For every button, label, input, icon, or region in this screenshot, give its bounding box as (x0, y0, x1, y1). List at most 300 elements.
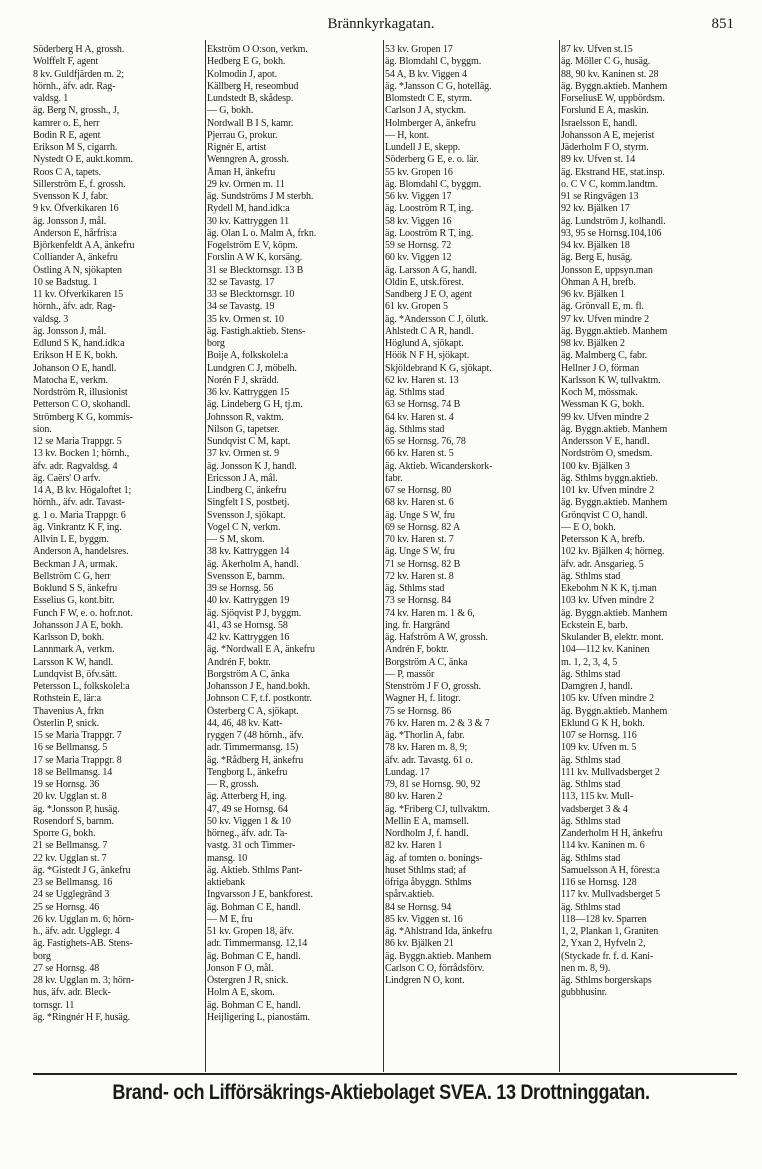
directory-entry: Söderberg H A, grossh. (33, 44, 125, 55)
directory-entry: äg. Sundströms J M sterbh. (207, 191, 314, 202)
column-4 (561, 44, 737, 1069)
directory-entry: — P, massör (385, 668, 435, 680)
footer-advertisement: Brand- och Lifförsäkrings-Aktiebolaget SVEA. 13 Drottninggatan. (112, 1081, 650, 1104)
directory-entry: 40 kv. Kattryggen 19 (207, 595, 290, 607)
directory-entry: Andrén F, boktr. (207, 656, 271, 668)
directory-entry: Östergren J R, snick. (207, 975, 289, 986)
directory-entry: äg. Berg E, husäg. (561, 252, 633, 264)
directory-entry: äg. Hafström A W, grossh. (385, 632, 488, 643)
directory-entry: äg. Aktieb. Sthlms Pant- (207, 864, 303, 876)
directory-entry: Wenngren A, grossh. (207, 154, 289, 166)
directory-entry: äg. Grönvall E, m. fl. (561, 301, 644, 313)
directory-entry: 84 se Hornsg. 94 (385, 901, 452, 913)
directory-entry: Erikson H E K, bokh. (33, 350, 118, 362)
directory-entry: äg. Byggn.aktieb. Manhem (561, 423, 668, 435)
directory-entry: Grönqvist C O, handl. (561, 509, 648, 521)
directory-entry: ryggen 7 (48 hörnh., äfv. (207, 730, 304, 741)
directory-entry: 61 kv. Gropen 5 (385, 301, 448, 313)
directory-entry: äg. Sthlms stad (561, 901, 621, 913)
directory-entry: — R, grossh. (207, 779, 259, 790)
directory-entry: 101 kv. Ufven mindre 2 (561, 485, 654, 496)
directory-entry: äg. Byggn.aktieb. Manhem (561, 705, 668, 717)
directory-entry: äfv. adr. Ansgarieg. 5 (561, 558, 644, 570)
directory-entry: äg. Sthlms stad (561, 815, 621, 827)
directory-entry: Hedberg E G, bokh. (207, 56, 286, 68)
directory-entry: Fogelström E V, köpm. (207, 240, 298, 251)
directory-entry: Anderson E, hårfris:a (33, 227, 117, 239)
directory-entry: Karlsson D, bokh. (33, 632, 105, 643)
directory-entry: Jonson F O, mål. (207, 962, 274, 974)
directory-entry: 114 kv. Kaninen m. 6 (561, 840, 645, 852)
directory-entry: 14 A, B kv. Högaloftet 1; (33, 485, 132, 496)
directory-entry: 58 kv. Viggen 16 (385, 215, 452, 227)
directory-entry: 22 kv. Ugglan st. 7 (33, 852, 107, 864)
directory-entry: äg. Berg N, grossh., J, (33, 105, 120, 117)
column-divider (383, 40, 384, 1072)
directory-entry: äg. Byggn.aktieb. Manhem (561, 497, 668, 509)
directory-entry: 2, Yxan 2, Hyfveln 2, (561, 938, 646, 950)
directory-entry: 68 kv. Haren st. 6 (385, 497, 454, 509)
directory-entry: 16 se Bellmansg. 5 (33, 742, 108, 754)
directory-entry: 29 kv. Ormen m. 11 (207, 178, 285, 190)
directory-entry: Borgström A C, änka (207, 668, 290, 680)
directory-entry: äg. Olan L o. Malm A, frkn. (207, 227, 317, 239)
directory-entry: 94 kv. Bjälken 18 (561, 240, 630, 251)
directory-entry: Bodin R E, agent (33, 129, 101, 141)
directory-entry: — M E, fru (207, 913, 253, 925)
footer-rule (33, 1073, 737, 1075)
directory-entry: 25 se Hornsg. 46 (33, 901, 100, 913)
directory-entry: 36 kv. Kattryggen 15 (207, 387, 290, 398)
directory-entry: Rignér E, artist (207, 142, 267, 153)
page-title: Brännkyrkagatan. (327, 16, 435, 32)
directory-entry: 9 kv. Öfverkikaren 16 (33, 203, 119, 215)
column-1 (33, 44, 203, 1069)
directory-entry: Kolmodin J, apot. (207, 68, 277, 80)
directory-entry: Karlsson K W, tullvaktm. (561, 374, 661, 386)
directory-entry: 96 kv. Bjälken 1 (561, 289, 625, 300)
directory-entry: 15 se Maria Trappgr. 7 (33, 730, 122, 741)
directory-entry: Forslin A W K, korsäng. (207, 252, 303, 264)
directory-entry: nen m. 8, 9). (561, 962, 611, 974)
directory-entry: äg. Sthlms borgerskaps (561, 975, 652, 986)
directory-entry: äg. Vinkrantz K F, ing. (33, 521, 122, 533)
directory-entry: 47, 49 se Hornsg. 64 (207, 803, 288, 815)
directory-entry: 63 se Hornsg. 74 B (385, 399, 461, 411)
directory-entry: 75 se Hornsg. 86 (385, 705, 452, 717)
directory-entry: Koch M, mössmak. (561, 387, 638, 398)
directory-entry: 86 kv. Bjälken 21 (385, 938, 454, 950)
directory-entry: äg. af tomten o. bonings- (385, 852, 483, 864)
column-divider (559, 40, 560, 1072)
directory-entry: (Styckade fr. f. d. Kani- (561, 950, 654, 962)
directory-entry: Johansson J E, hand.bokh. (207, 681, 311, 692)
directory-entry: Holm A E, skom. (207, 987, 275, 999)
directory-entry: Petersson L, folkskolel:a (33, 681, 130, 692)
directory-entry: 113, 115 kv. Mull- (561, 791, 634, 803)
directory-entry: 66 kv. Haren st. 5 (385, 448, 454, 460)
directory-entry: Larsson K W, handl. (33, 656, 114, 668)
directory-entry: äg. Unge S W, fru (385, 546, 455, 558)
directory-entry: Sillerström E, f. grossh. (33, 178, 126, 190)
directory-entry: öfriga åbyggn. Sthlms (385, 877, 472, 888)
directory-entry: Strömberg K G, kommis- (33, 411, 133, 423)
directory-entry: 26 kv. Ugglan m. 6; hörn- (33, 913, 135, 925)
directory-entry: valdsg. 3 (33, 313, 69, 325)
directory-entry: äg. Blomdahl C, byggm. (385, 178, 482, 190)
directory-entry: Svensson E, barnm. (207, 570, 285, 582)
directory-entry: 50 kv. Viggen 1 & 10 (207, 815, 291, 827)
directory-entry: adr. Timmermansg. 15) (207, 742, 299, 754)
directory-entry: äg. Jonsson J, mål. (33, 325, 107, 337)
directory-entry: h., äfv. adr. Ugglegr. 4 (33, 926, 120, 937)
directory-entry: 62 kv. Haren st. 13 (385, 374, 459, 386)
directory-entry: 92 kv. Bjälken 17 (561, 203, 630, 215)
directory-entry: äg. Byggn.aktieb. Manhem (385, 950, 492, 962)
directory-entry: 41, 43 se Hornsg. 58 (207, 619, 288, 631)
directory-entry: Andersson V E, handl. (561, 436, 650, 447)
directory-entry: äg. Sjöqvist P J, byggm. (207, 607, 302, 619)
directory-entry: äg. Möller C G, husäg. (561, 56, 651, 68)
directory-entry: Lindgren N O, kont. (385, 975, 465, 986)
directory-entry: Sundqvist C M, kapt. (207, 436, 291, 447)
directory-entry: 39 se Hornsg. 56 (207, 583, 274, 594)
directory-entry: Eckstein E, barb. (561, 619, 628, 631)
directory-entry: Carlson J A, styckm. (385, 105, 467, 117)
directory-entry: 28 kv. Ugglan m. 3; hörn- (33, 975, 135, 986)
directory-entry: 55 kv. Gropen 16 (385, 166, 453, 178)
directory-entry: hörnh., äfv. adr. Tavast- (33, 497, 125, 509)
directory-entry: Beckman J A, urmak. (33, 558, 118, 570)
directory-entry: fabr. (385, 472, 403, 484)
directory-entry: äg. Fastighets-AB. Stens- (33, 938, 133, 950)
directory-entry: Edlund S K, hand.idk:a (33, 338, 125, 349)
directory-entry: äg. Caërs' O arfv. (33, 472, 101, 484)
directory-entry: 100 kv. Bjälken 3 (561, 460, 630, 472)
directory-entry: vastg. 31 och Timmer- (207, 840, 296, 852)
directory-entry: 105 kv. Ufven mindre 2 (561, 693, 654, 705)
directory-entry: Petterson C O, skohandl. (33, 399, 131, 411)
directory-entry: 31 se Blecktornsgr. 13 B (207, 264, 304, 276)
directory-entry: Lannmark A, verkm. (33, 644, 115, 656)
directory-entry: Lundgren C J, möbelh. (207, 362, 297, 374)
directory-entry: äg. Sthlms stad (561, 668, 621, 680)
directory-entry: 32 se Tavastg. 17 (207, 276, 275, 288)
directory-entry: Wolffelt F, agent (33, 56, 99, 68)
directory-entry: 85 kv. Viggen st. 16 (385, 913, 463, 925)
directory-entry: Sporre G, bokh. (33, 828, 96, 839)
column-2 (207, 44, 381, 1069)
directory-entry: Allvin L E, byggm. (33, 534, 109, 545)
directory-entry: 44, 46, 48 kv. Katt- (207, 717, 283, 729)
directory-entry: Pjerrau G, prokur. (207, 129, 278, 141)
directory-entry: äg. Byggn.aktieb. Manhem (561, 607, 668, 619)
directory-entry: vadsberget 3 & 4 (561, 803, 628, 815)
directory-entry: äg. Bohman C E, handl. (207, 901, 301, 913)
directory-entry: adr. Timmermansg. 12,14 (207, 938, 308, 950)
directory-entry: Mellin E A, mamsell. (385, 815, 469, 827)
directory-entry: 103 kv. Ufven mindre 2 (561, 595, 654, 607)
directory-entry: 56 kv. Viggen 17 (385, 191, 452, 202)
directory-entry: Carlson C O, förrådsförv. (385, 962, 485, 974)
page-header (0, 8, 762, 42)
directory-entry: äg. Ekstrand HE, stat.insp. (561, 166, 665, 178)
directory-entry: 70 kv. Haren st. 7 (385, 534, 454, 545)
directory-entry: Nilson G, tapetser. (207, 423, 280, 435)
directory-entry: Skjöldebrand K G, sjökapt. (385, 362, 492, 374)
directory-entry: — S M, skom. (207, 534, 265, 545)
directory-entry: 23 se Bellmansg. 16 (33, 877, 113, 888)
directory-entry: 97 kv. Ufven mindre 2 (561, 313, 650, 325)
directory-entry: Ekebohm N K K, tj.man (561, 583, 657, 594)
directory-entry: Ekström O O:son, verkm. (207, 44, 308, 55)
directory-entry: äg. Byggn.aktieb. Manhem (561, 325, 668, 337)
directory-entry: Jonsson E, uppsyn.man (561, 264, 653, 276)
directory-entry: äg. *Gistedt J G, änkefru (33, 864, 131, 876)
directory-entry: borg (207, 338, 225, 349)
column-3 (385, 44, 557, 1069)
directory-entry: 87 kv. Ufven st.15 (561, 44, 633, 55)
directory-entry: äg. Bohman C E, handl. (207, 999, 301, 1011)
directory-entry: Matocha E, verkm. (33, 374, 108, 386)
directory-entry: aktiebank (207, 877, 245, 888)
directory-entry: 88, 90 kv. Kaninen st. 28 (561, 68, 659, 80)
directory-entry: 98 kv. Bjälken 2 (561, 338, 625, 349)
directory-entry: 27 se Hornsg. 48 (33, 962, 100, 974)
directory-entry: 30 kv. Kattryggen 11 (207, 215, 289, 227)
directory-entry: äg. *Andersson C J, ölutk. (385, 313, 489, 325)
directory-entry: Samuelsson A H, förest:a (561, 864, 660, 876)
directory-entry: Eklund G K H, bokh. (561, 717, 645, 729)
directory-entry: 59 se Hornsg. 72 (385, 240, 452, 251)
directory-entry: äg. Sthlms stad (385, 423, 445, 435)
directory-entry: Oldin E, utsk.förest. (385, 276, 464, 288)
directory-entry: gubbhusinr. (561, 987, 607, 999)
directory-entry: 109 kv. Ufven m. 5 (561, 742, 637, 754)
directory-entry: Thavenius A, frkn (33, 705, 104, 717)
directory-entry: Funch F W, e. o. hofr.not. (33, 607, 133, 619)
directory-entry: äg. Byggn.aktieb. Manhem (561, 80, 668, 92)
directory-entry: Erikson M S, cigarrh. (33, 142, 118, 153)
directory-entry: äg. *Jonsson P, husäg. (33, 803, 120, 815)
directory-entry: 38 kv. Kattryggen 14 (207, 546, 290, 558)
directory-entry: äg. Sthlms stad (561, 852, 621, 864)
directory-entry: 107 se Hornsg. 116 (561, 730, 637, 741)
directory-entry: 1, 2, Plankan 1, Graniten (561, 926, 659, 937)
directory-entry: 12 se Maria Trappgr. 5 (33, 436, 122, 447)
directory-entry: Damgren J, handl. (561, 681, 633, 692)
directory-entry: Söderberg G E, e. o. lär. (385, 154, 479, 166)
directory-entry: äg. *Ringnér H F, husäg. (33, 1011, 131, 1023)
directory-entry: 69 se Hornsg. 82 A (385, 521, 461, 533)
directory-entry: 89 kv. Ufven st. 14 (561, 154, 636, 166)
directory-entry: Heijligering L, pianostäm. (207, 1011, 310, 1023)
directory-entry: Nordwall B I S, kamr. (207, 117, 294, 129)
directory-entry: äg. Looström R T, ing. (385, 203, 474, 215)
directory-entry: äg. *Ahlstrand Ida, änkefru (385, 926, 492, 937)
directory-entry: mansg. 10 (207, 852, 248, 864)
directory-entry: Holmberger A, änkefru (385, 117, 476, 129)
directory-entry: m. 1, 2, 3, 4, 5 (561, 656, 618, 668)
directory-entry: 13 kv. Bocken 1; hörnh., (33, 448, 130, 460)
directory-entry: huset Sthlms stad; af (385, 864, 466, 876)
directory-entry: Bellström C G, herr (33, 570, 111, 582)
directory-entry: Höök N F H, sjökapt. (385, 350, 470, 362)
directory-entry: 60 kv. Viggen 12 (385, 252, 452, 264)
directory-entry: äg. *Jansson C G, hotelläg. (385, 80, 492, 92)
directory-entry: Petersson K A, brefb. (561, 534, 645, 545)
directory-entry: 78 kv. Haren m. 8, 9; (385, 742, 468, 754)
directory-entry: Källberg H, reseombud (207, 80, 299, 92)
directory-entry: Israelsson E, handl. (561, 117, 638, 129)
directory-entry: Sandberg J E O, agent (385, 289, 472, 300)
directory-entry: Johnsson R, vaktm. (207, 411, 284, 423)
directory-entry: Vogel C N, verkm. (207, 521, 281, 533)
directory-entry: 72 kv. Haren st. 8 (385, 570, 454, 582)
directory-entry: g. 1 o. Maria Trappgr. 6 (33, 509, 126, 521)
directory-entry: 67 se Hornsg. 80 (385, 485, 452, 496)
directory-entry: hörnh., äfv. adr. Rag- (33, 80, 116, 92)
directory-entry: Jäderholm F O, styrm. (561, 142, 649, 153)
directory-entry: hus, äfv. adr. Bleck- (33, 987, 111, 999)
directory-entry: äg. Jonsson K J, handl. (207, 460, 297, 472)
directory-entry: Ingvarsson J E, bankforest. (207, 889, 313, 901)
directory-entry: 102 kv. Bjälken 4; hörneg. (561, 546, 665, 558)
directory-entry: Lundell J E, skepp. (385, 142, 461, 153)
directory-entry: valdsg. 1 (33, 93, 69, 104)
directory-entry: äg. Bohman C E, handl. (207, 950, 301, 962)
directory-entry: Lindberg C, änkefru (207, 485, 287, 496)
directory-entry: äg. Jonsson J, mål. (33, 215, 107, 227)
directory-entry: — G, bokh. (207, 105, 254, 117)
directory-entry: 19 se Hornsg. 36 (33, 779, 100, 790)
directory-entry: 21 se Bellmansg. 7 (33, 840, 108, 852)
directory-entry: äg. *Nordwall E A, änkefru (207, 644, 315, 656)
directory-entry: tornsgr. 11 (33, 999, 75, 1011)
directory-entry: äg. *Rådberg H, änkefru (207, 754, 304, 766)
directory-entry: Ericsson J A, mål. (207, 472, 278, 484)
directory-entry: sion. (33, 423, 52, 435)
directory-entry: Johansson J A E, bokh. (33, 619, 124, 631)
directory-entry: Björkenfeldt A A, änkefru (33, 240, 135, 251)
directory-entry: Roos C A, tapets. (33, 166, 102, 178)
directory-entry: 93, 95 se Hornsg.104,106 (561, 227, 662, 239)
directory-entry: Lundag. 17 (385, 766, 430, 778)
directory-entry: 42 kv. Kattryggen 16 (207, 632, 290, 643)
directory-entry: äg. Sthlms stad (385, 583, 445, 594)
directory-entry: Höglund A, sjökapt. (385, 338, 464, 349)
directory-entry: Norén F J, skrädd. (207, 374, 279, 386)
directory-entry: — E O, bokh. (561, 521, 616, 533)
directory-entry: Öhman A H, brefb. (561, 276, 636, 288)
directory-entry: Rosendorf S, barnm. (33, 815, 114, 827)
directory-entry: borg (33, 950, 51, 962)
directory-entry: äg. Sthlms byggn.aktieb. (561, 472, 658, 484)
directory-entry: 64 kv. Haren st. 4 (385, 411, 454, 423)
directory-entry: Nystedt O E, aukt.komm. (33, 154, 133, 166)
directory-entry: Johansson A E, mejerist (561, 129, 655, 141)
directory-entry: Rydell M, hand.idk:a (207, 203, 290, 215)
directory-entry: Anderson A, handelsres. (33, 546, 129, 558)
directory-entry: Ahlstedt C A R, handl. (385, 325, 474, 337)
directory-entry: äg. Larsson A G, handl. (385, 264, 477, 276)
directory-entry: 71 se Hornsg. 82 B (385, 558, 461, 570)
directory-entry: 82 kv. Haren 1 (385, 840, 443, 852)
directory-entry: äg. Åkerholm A, handl. (207, 558, 299, 570)
directory-entry: 76 kv. Haren m. 2 & 3 & 7 (385, 717, 490, 729)
directory-entry: äg. Lundström J, kolhandl. (561, 215, 666, 227)
directory-entry: Österlin P, snick. (33, 717, 99, 729)
directory-entry: Åman H, änkefru (207, 166, 276, 178)
directory-entry: hörnh., äfv. adr. Rag- (33, 301, 116, 313)
directory-entry: Nordholm J, f. handl. (385, 828, 469, 839)
page-number: 851 (711, 16, 734, 32)
directory-entry: Svensson K J, fabr. (33, 191, 109, 202)
directory-entry: 116 se Hornsg. 128 (561, 877, 637, 888)
directory-entry: Svensson J, sjökapt. (207, 509, 286, 521)
directory-entry: 37 kv. Ormen st. 9 (207, 448, 279, 460)
directory-entry: äg. Unge S W, fru (385, 509, 455, 521)
directory-entry: Skulander B, elektr. mont. (561, 632, 664, 643)
directory-entry: Wessman K G, bokh. (561, 399, 645, 411)
directory-entry: Nordström R, illusionist (33, 387, 128, 398)
directory-entry: Forslund E A, maskin. (561, 105, 649, 117)
directory-entry: ing. fr. Hargränd (385, 619, 450, 631)
directory-entry: 79, 81 se Hornsg. 90, 92 (385, 779, 481, 790)
directory-entry: 11 kv. Öfverkikaren 15 (33, 289, 124, 300)
directory-entry: 10 se Badstug. 1 (33, 276, 98, 288)
directory-entry: äg. *Thorlin A, fabr. (385, 730, 465, 741)
directory-entry: 24 se Ugglegränd 3 (33, 889, 110, 901)
directory-entry: äg. Atterberg H, ing. (207, 791, 287, 803)
directory-entry: Östling A N, sjökapten (33, 264, 122, 276)
directory-entry: Lundqvist B, öfv.sätt. (33, 668, 118, 680)
directory-entry: Colliander A, änkefru (33, 252, 118, 264)
directory-entry: Johanson O E, handl. (33, 362, 117, 374)
directory-entry: äg. Sthlms stad (385, 387, 445, 398)
directory-entry: Boklund S S, änkefru (33, 583, 118, 594)
directory-entry: 34 se Tavastg. 19 (207, 301, 275, 313)
directory-entry: 117 kv. Mullvadsberget 5 (561, 889, 661, 901)
directory-entry: Borgström A C, änka (385, 656, 468, 668)
directory-entry: äg. Looström R T, ing. (385, 227, 474, 239)
directory-entry: 54 A, B kv. Viggen 4 (385, 68, 467, 80)
directory-entry: 33 se Blecktornsgr. 10 (207, 289, 295, 300)
directory-entry: 118—128 kv. Sparren (561, 913, 647, 925)
directory-entry: 53 kv. Gropen 17 (385, 44, 453, 55)
directory-entry: äfv. adr. Tavastg. 61 o. (385, 754, 473, 766)
directory-entry: kamrer o. E, herr (33, 117, 100, 129)
directory-entry: 91 se Ringvägen 13 (561, 191, 639, 202)
directory-entry: äg. Lindeberg G H, tj.m. (207, 399, 303, 411)
directory-entry: äg. Sthlms stad (561, 754, 621, 766)
directory-entry: spårv.aktieb. (385, 889, 435, 901)
directory-entry: äfv. adr. Ragvaldsg. 4 (33, 460, 118, 472)
directory-entry: Rothstein E, lär:a (33, 693, 101, 705)
directory-entry: o. C V C, komm.landtm. (561, 178, 658, 190)
directory-entry: Singfelt I S, postbetj. (207, 497, 290, 509)
directory-entry: 73 se Hornsg. 84 (385, 595, 452, 607)
directory-entry: Zanderholm H H, änkefru (561, 828, 663, 839)
directory-entry: äg. Blomdahl C, byggm. (385, 56, 482, 68)
directory-entry: äg. Fastigh.aktieb. Stens- (207, 325, 306, 337)
directory-entry: 74 kv. Haren m. 1 & 6, (385, 607, 475, 619)
directory-entry: äg. Malmberg C, fabr. (561, 350, 648, 362)
directory-entry: äg. Sthlms stad (561, 570, 621, 582)
directory-entry: 80 kv. Haren 2 (385, 791, 443, 803)
directory-entry: äg. Aktieb. Wicanderskork- (385, 460, 493, 472)
directory-entry: 35 kv. Ormen st. 10 (207, 313, 284, 325)
